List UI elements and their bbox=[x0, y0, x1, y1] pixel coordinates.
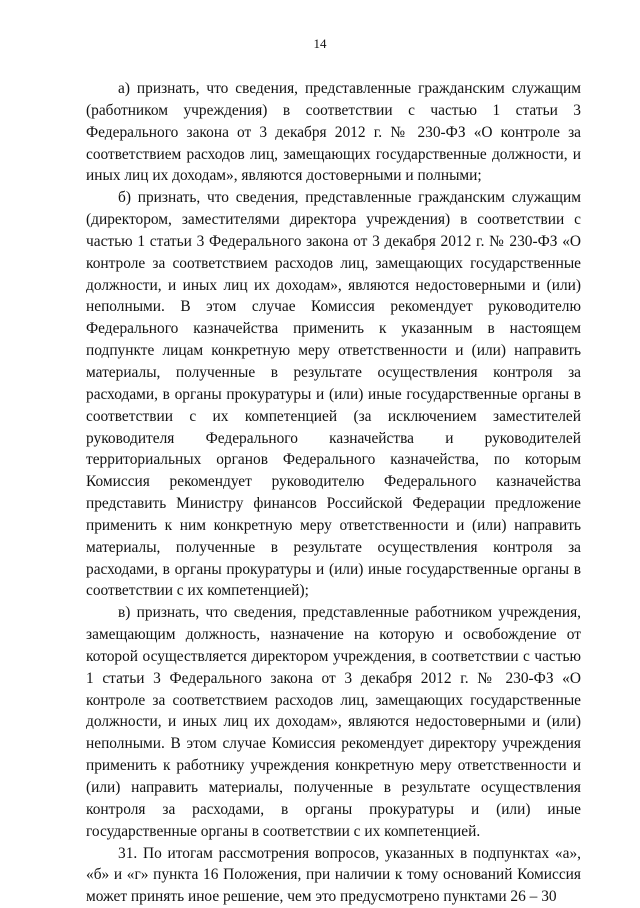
page-number: 14 bbox=[313, 36, 327, 51]
paragraph-v: в) признать, что сведения, представленные работником учреждения, замещающим должность, назначение на которую и освобождение от которой осуществляется директором учреждения, в соответствии с частью 1 статьи 3 Федерального закона от 3 декабря 2012 г. № 230-ФЗ «О контроле за соответствием расходов лиц, замещающих государственные должности, и иных лиц их доходам», являются недостоверными и (или) неполными. В этом случае Комиссия рекомендует директору учреждения применить к работнику учреждения конкретную меру ответственности и (или) направить материалы, полученные в результате осуществления контроля за расходами, в органы прокуратуры и (или) иные государственные органы в соответствии с их компетенцией. bbox=[86, 604, 581, 840]
paragraph-a: а) признать, что сведения, представленные гражданским служащим (работником учреждения) в соответствии с частью 1 статьи 3 Федерального закона от 3 декабря 2012 г. № 230-ФЗ «О контроле за соответствием расходов лиц, замещающих государственные должности, и иных лиц их доходам», являются достоверными и полными; bbox=[86, 80, 581, 185]
paragraph-31: 31. По итогам рассмотрения вопросов, указанных в подпунктах «а», «б» и «г» пункта 16 Положения, при наличии к тому оснований Комиссия может принять иное решение, чем это предусмотрено пунктами 26 – 30 bbox=[86, 844, 581, 906]
document-body bbox=[86, 78, 581, 908]
paragraph-b: б) признать, что сведения, представленные гражданским служащим (директором, заместителями директора учреждения) в соответствии с частью 1 статьи 3 Федерального закона от 3 декабря 2012 г. № 230-ФЗ «О контроле за соответствием расходов лиц, замещающих государственные должности, и иных лиц их доходам», являются недостоверными и (или) неполными. В этом случае Комиссия рекомендует руководителю Федерального казначейства применить к указанным в настоящем подпункте лицам конкретную меру ответственности и (или) направить материалы, полученные в результате осуществления контроля за расходами, в органы прокуратуры и (или) иные государственные органы в соответствии с их компетенцией (за исключением заместителей руководителя Федерального казначейства и руководителей территориальных органов Федерального казначейства, по которым Комиссия рекомендует руководителю Федерального казначейства представить Министру финансов Российской Федерации предложение применить к ним конкретную меру ответственности и (или) направить материалы, полученные в результате осуществления контроля за расходами, в органы прокуратуры и (или) иные государственные органы в соответствии с их компетенцией); bbox=[86, 189, 581, 600]
